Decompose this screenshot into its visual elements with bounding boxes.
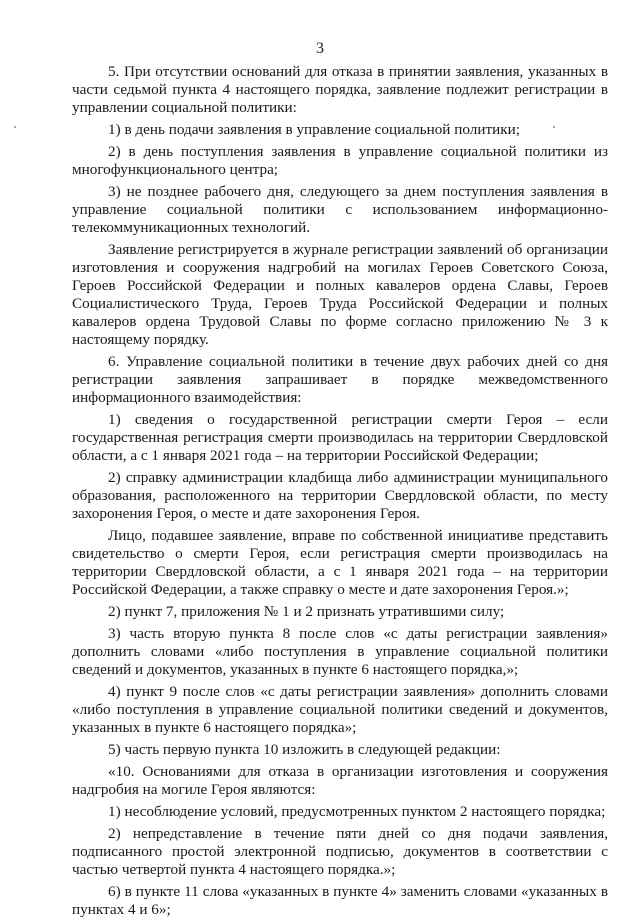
paragraph: 1) несоблюдение условий, предусмотренных пунктом 2 настоящего порядка; <box>108 803 606 820</box>
paragraph: 5) часть первую пункта 10 изложить в следующей редакции: <box>108 741 501 758</box>
paragraph: 1) в день подачи заявления в управление социальной политики; <box>108 121 520 138</box>
paragraph: 3) не позднее рабочего дня, следующего за днем поступления заявления в управление социальной политики с использованием информационно-телекоммуникационных технологий. <box>72 183 608 236</box>
scan-speck <box>553 126 555 128</box>
paragraph: 5. При отсутствии оснований для отказа в принятии заявления, указанных в части седьмой пункта 4 настоящего порядка, заявление подлежит регистрации в управлении социальной политики: <box>72 63 608 116</box>
paragraph: 2) непредставление в течение пяти дней со дня подачи заявления, подписанного простой электронной подписью, документов в соответствии с частью четвертой пункта 4 настоящего порядка.»; <box>72 825 608 878</box>
paragraph: 1) сведения о государственной регистрации смерти Героя – если государственная регистрация смерти производилась на территории Свердловской области, а с 1 января 2021 года – на территории Российской Федерации; <box>72 411 608 464</box>
scan-speck <box>14 126 16 128</box>
paragraph: Лицо, подавшее заявление, вправе по собственной инициативе представить свидетельство о смерти Героя, если регистрация смерти производилась на территории Свердловской области, а с 1 января 2021 года – на территории Российской Федерации, а также справку о месте и дате захоронения Героя.»; <box>72 527 608 598</box>
document-body <box>72 63 608 919</box>
paragraph: 2) в день поступления заявления в управление социальной политики из многофункционального центра; <box>72 143 608 178</box>
paragraph: 2) пункт 7, приложения № 1 и 2 признать утратившими силу; <box>108 603 505 620</box>
paragraph: 4) пункт 9 после слов «с даты регистрации заявления» дополнить словами «либо поступления в управление социальной политики сведений и документов, указанных в пункте 6 настоящего порядка»; <box>72 683 608 736</box>
paragraph: «10. Основаниями для отказа в организации изготовления и сооружения надгробия на могиле Героя являются: <box>72 763 608 798</box>
paragraph: 6. Управление социальной политики в течение двух рабочих дней со дня регистрации заявления запрашивает в порядке межведомственного информационного взаимодействия: <box>72 353 608 406</box>
paragraph: Заявление регистрируется в журнале регистрации заявлений об организации изготовления и сооружения надгробий на могилах Героев Советского Союза, Героев Российской Федерации и полных кавалеров ордена Славы, Героев Социалистического Труда, Героев Труда Российской Федерации и полных кавалеров ордена Трудовой Славы по форме согласно приложению № 3 к настоящему порядку. <box>72 241 608 348</box>
paragraph: 6) в пункте 11 слова «указанных в пункте 4» заменить словами «указанных в пунктах 4 и 6»; <box>72 883 608 918</box>
page-number: 3 <box>316 40 324 57</box>
paragraph: 3) часть вторую пункта 8 после слов «с даты регистрации заявления» дополнить словами «либо поступления в управление социальной политики сведений и документов, указанных в пункте 6 настоящего порядка,»; <box>72 625 608 678</box>
paragraph: 2) справку администрации кладбища либо администрации муниципального образования, расположенного на территории Свердловской области, по месту захоронения Героя, о месте и дате захоронения Героя. <box>72 469 608 522</box>
